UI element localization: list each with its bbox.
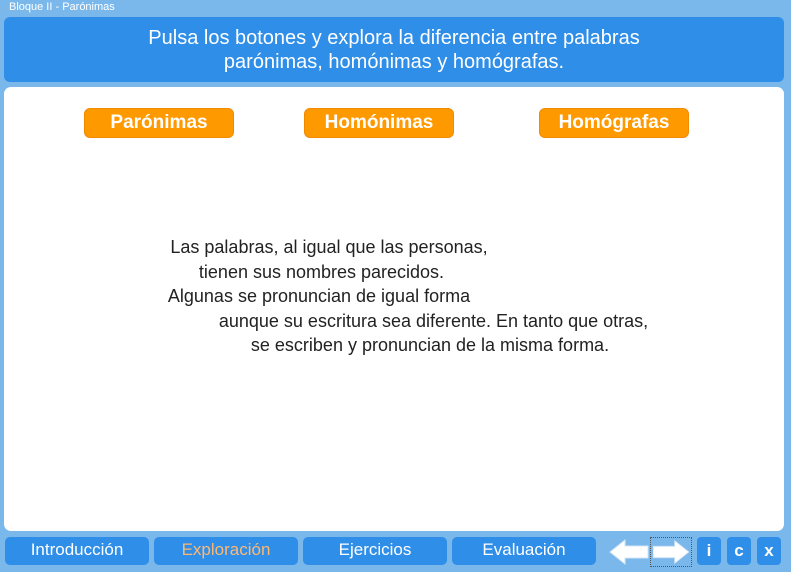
credits-button[interactable]: c <box>727 537 751 565</box>
homonimas-button[interactable]: Homónimas <box>304 108 454 138</box>
arrow-right-icon <box>651 538 691 566</box>
nav-introduccion[interactable]: Introducción <box>5 537 149 565</box>
paronimas-button[interactable]: Parónimas <box>84 108 234 138</box>
nav-ejercicios[interactable]: Ejercicios <box>303 537 447 565</box>
intro-line: Las palabras, al igual que las personas, <box>170 237 488 257</box>
nav-exploracion[interactable]: Exploración <box>154 537 298 565</box>
info-button[interactable]: i <box>697 537 721 565</box>
instructions-header <box>4 17 784 82</box>
intro-line: aunque su escritura sea diferente. En tanto que otras, <box>218 310 649 331</box>
arrow-left-icon <box>608 537 650 567</box>
intro-line: Algunas se pronuncian de igual forma <box>167 286 471 306</box>
instructions-line-1: Pulsa los botones y explora la diferencia entre palabras <box>148 26 640 49</box>
content-panel <box>4 87 784 531</box>
intro-text <box>4 235 784 358</box>
intro-line: tienen sus nombres parecidos. <box>198 261 445 282</box>
nav-evaluacion[interactable]: Evaluación <box>452 537 596 565</box>
homografas-button[interactable]: Homógrafas <box>539 108 689 138</box>
close-button[interactable]: x <box>757 537 781 565</box>
intro-line: se escriben y pronuncian de la misma forma. <box>250 335 610 355</box>
previous-button[interactable] <box>608 537 650 567</box>
instructions-line-2: parónimas, homónimas y homógrafas. <box>223 50 565 73</box>
window-title: Bloque II - Parónimas <box>9 1 115 13</box>
next-button[interactable] <box>650 537 692 567</box>
